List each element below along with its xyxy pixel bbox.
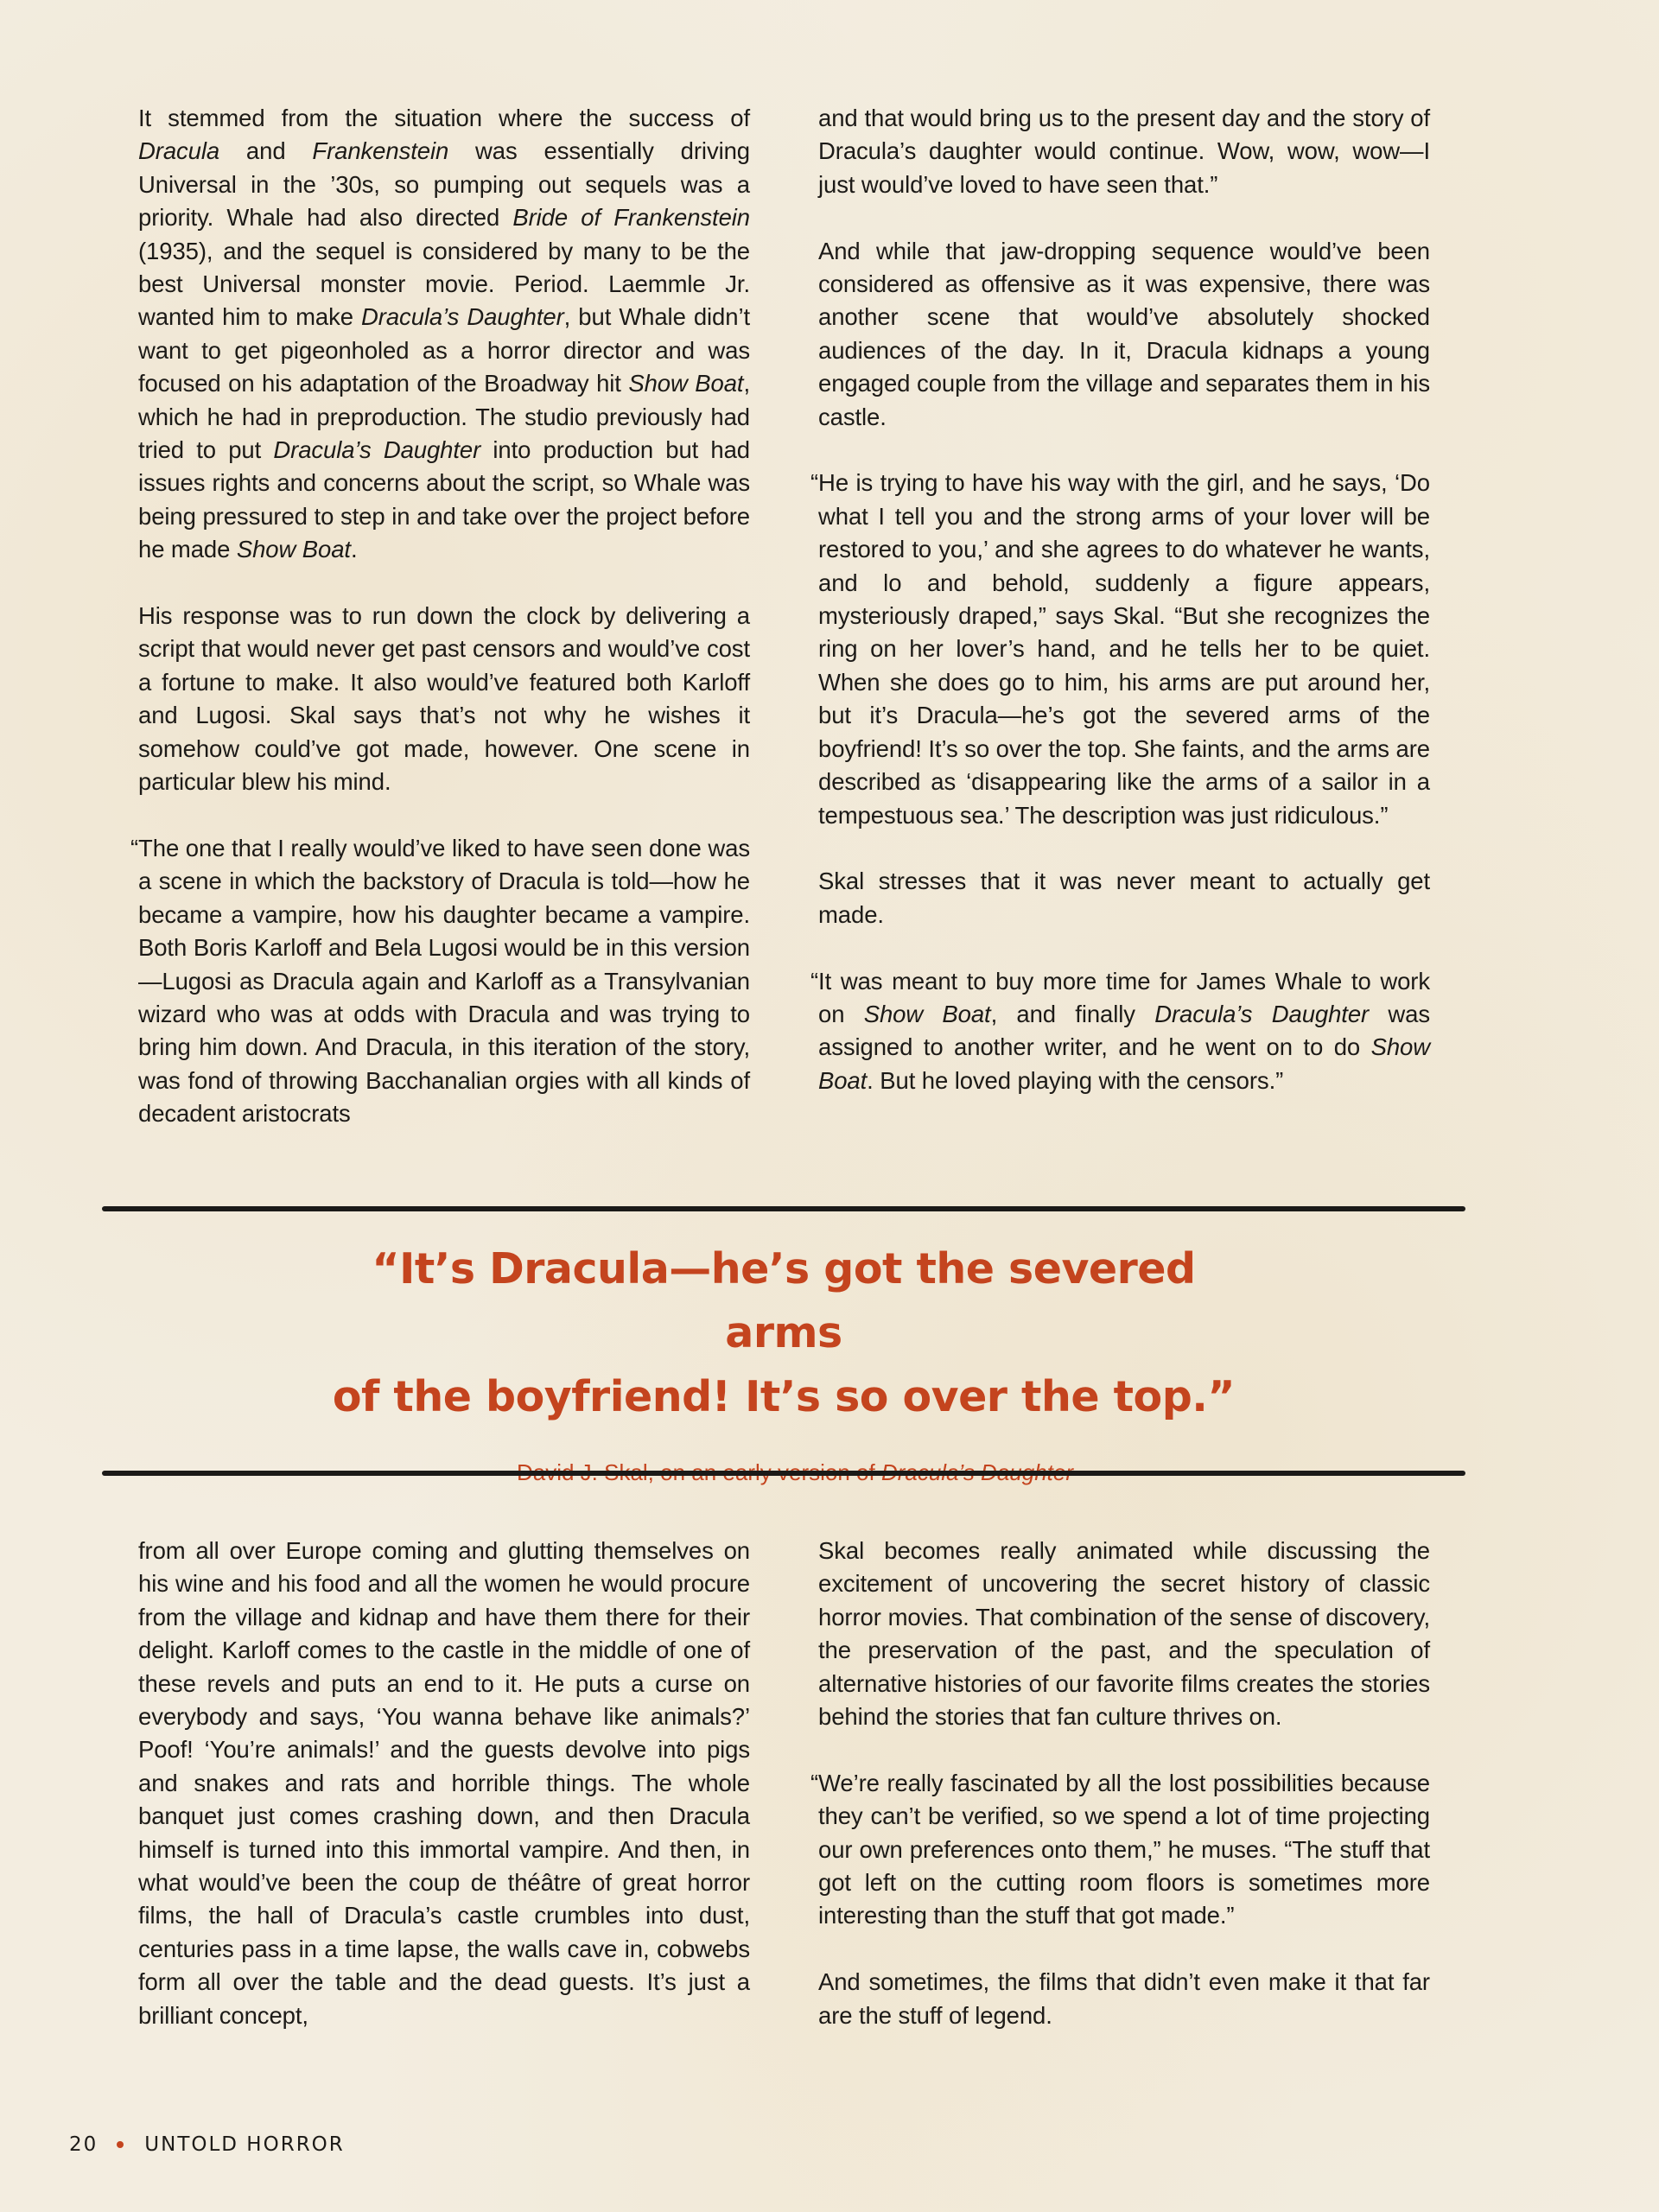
page-number: 20 (69, 2133, 99, 2156)
pull-quote-line-2: of the boyfriend! It’s so over the top.” (332, 1372, 1236, 1421)
page-footer (69, 2133, 345, 2156)
bullet-dot-icon (117, 2141, 124, 2148)
text-run: “He is trying to have his way with the girl, and he says, ‘Do what I tell you and the strong arms of your lover will be restored to you,’ and she agrees to do whatever he wants, and lo and behold, suddenly a figure appears, mysteriously draped,” says Skal. “But she recognizes the ring on her lover’s hand, and he tells her to be quiet. When she does go to him, his arms are put around her, but it’s Dracula—he’s got the severed arms of the boyfriend! It’s so over the top. She faints, and the arms are described as ‘disappearing like the arms of a sailor in a tempestuous sea.’ The description was just ridiculous.” (810, 469, 1430, 829)
pull-quote (102, 1237, 1465, 1486)
body-paragraph (810, 965, 1431, 1098)
pull-quote-text (308, 1237, 1259, 1429)
italic-title: Dracula’s Daughter (361, 303, 564, 331)
text-run: was assigned to another writer, and he went on to do (818, 1000, 1431, 1061)
text-run: It stemmed from the situation where the success of (138, 105, 750, 131)
text-run: “The one that I really would’ve liked to have seen done was a scene in which the backstory of Dracula is told—how he became a vampire, how his daughter became a vampire. Both Boris Karloff and Bela Lugosi would be in this version—Lugosi as Dracula again and Karloff as a Transylvanian wizard who was at odds with Dracula and was trying to bring him down. And Dracula, in this iteration of the story, was fond of throwing Bacchanalian orgies with all kinds of decadent aristocrats (130, 834, 750, 1128)
text-run: . (350, 536, 358, 563)
italic-title: Dracula’s Daughter (273, 436, 481, 464)
body-paragraph (818, 1535, 1430, 1733)
italic-title: Show Boat (818, 1033, 1430, 1094)
text-run: , but Whale didn’t want to get pigeonholed as a horror director and was focused on his adaptation of the Broadway hit (138, 303, 750, 397)
body-paragraph (818, 1966, 1430, 2032)
text-run: Skal stresses that it was never meant to actually get made. (818, 868, 1430, 928)
top-right-column (810, 102, 1431, 1097)
body-paragraph (138, 1535, 750, 2032)
body-paragraph (810, 1767, 1430, 1933)
body-paragraph (138, 102, 750, 567)
text-run: His response was to run down the clock by delivering a script that would never get past censors and would’ve cost a fortune to make. It also would’ve featured both Karloff and Lugosi. Skal says that’s not why he wishes it somehow could’ve got made, however. One scene in particular blew his mind. (138, 602, 750, 796)
italic-title: Frankenstein (312, 137, 449, 165)
bottom-left-column (138, 1535, 750, 2032)
body-paragraph (130, 832, 750, 1131)
italic-title: Bride of Frankenstein (512, 204, 750, 232)
body-paragraph (138, 600, 750, 798)
top-left-column (130, 102, 751, 1131)
body-paragraph (818, 102, 1430, 201)
italic-title: Show Boat (863, 1000, 991, 1027)
bottom-right-column (810, 1535, 1430, 2032)
italic-title: Dracula’s Daughter (1154, 1000, 1370, 1027)
italic-title: Dracula (138, 137, 220, 165)
text-run: “It was meant to buy more time for James Whale to work on (810, 967, 1430, 1027)
pull-quote-top-rule (102, 1206, 1465, 1211)
text-run: was essentially driving Universal in the ’30s, so pumping out sequels was a priority. Whale had also directed (138, 137, 750, 232)
text-run: and (219, 137, 313, 165)
body-paragraph (818, 235, 1430, 434)
text-run: And while that jaw-dropping sequence would’ve been considered as offensive as it was expensive, there was another scene that would’ve absolutely shocked audiences of the day. In it, Dracula kidnaps a young engaged couple from the village and separates them in his castle. (818, 237, 1430, 430)
text-run: Skal becomes really animated while discussing the excitement of uncovering the secret history of classic horror movies. That combination of the sense of discovery, the preservation of the past, and the speculation of alternative histories of our favorite films creates the stories behind the stories that fan culture thrives on. (818, 1537, 1430, 1731)
text-run: from all over Europe coming and glutting themselves on his wine and his food and all the women he would procure from the village and kidnap and have them there for their delight. Karloff comes to the castle in the middle of one of these revels and puts an end to it. He puts a curse on everybody and says, ‘You wanna behave like animals?’ Poof! ‘You’re animals!’ and the guests devolve into pigs and snakes and rats and horrible things. The whole banquet just comes crashing down, and then Dracula himself is turned into this immortal vampire. And then, in what would’ve been the coup de théâtre of great horror films, the hall of Dracula’s castle crumbles into dust, centuries pass in a time lapse, the walls cave in, cobwebs form all over the table and the dead guests. It’s just a brilliant concept, (138, 1537, 750, 2029)
text-run: . But he loved playing with the censors.” (867, 1066, 1284, 1094)
text-run: into production but had issues rights and concerns about the script, so Whale was being pressured to step in and take over the project before he made (138, 436, 750, 563)
body-paragraph (818, 865, 1430, 931)
italic-title: Show Boat (236, 536, 351, 563)
text-run: and that would bring us to the present day and the story of Dracula’s daughter would continue. Wow, wow, wow—I just would’ve loved to have seen that.” (818, 105, 1430, 198)
text-run: (1935), and the sequel is considered by many to be the best Universal monster movie. Period. Laemmle Jr. wanted him to make (138, 237, 750, 331)
text-run: “We’re really fascinated by all the lost possibilities because they can’t be verified, so we spend a lot of time projecting our own preferences onto them,” he muses. “The stuff that got left on the cutting room floors is sometimes more interesting than the stuff that got made.” (810, 1769, 1430, 1929)
italic-title: Show Boat (628, 370, 744, 397)
body-paragraph (810, 467, 1430, 831)
pull-quote-line-1: “It’s Dracula—he’s got the severed arms (372, 1244, 1196, 1357)
text-run: , which he had in preproduction. The studio previously had tried to put (138, 370, 751, 464)
text-run: , and finally (990, 1000, 1155, 1027)
text-run: And sometimes, the films that didn’t even make it that far are the stuff of legend. (818, 1968, 1430, 2029)
pull-quote-bottom-rule (102, 1471, 1465, 1476)
running-title: UNTOLD HORROR (144, 2133, 345, 2156)
